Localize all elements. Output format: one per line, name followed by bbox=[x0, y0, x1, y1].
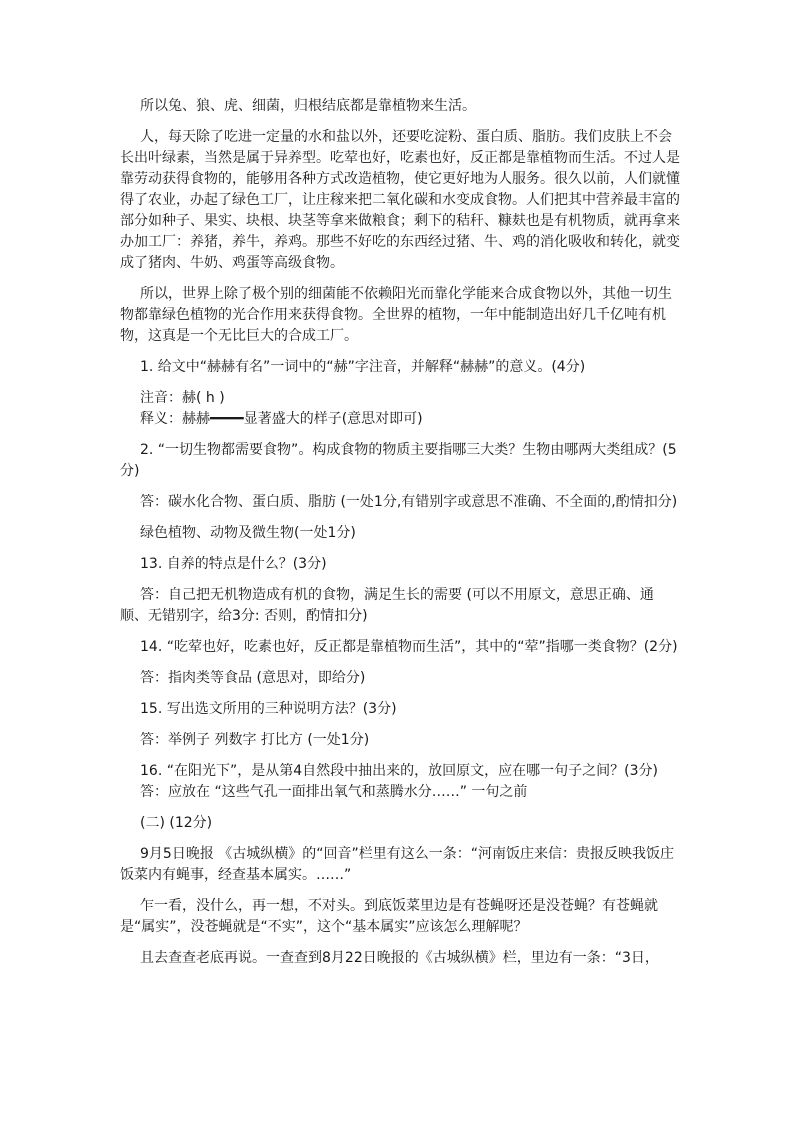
question-2-answer: 答：碳水化合物、蛋白质、脂肪 (一处1分,有错别字或意思不准确、不全面的,酌情扣分) bbox=[140, 494, 678, 510]
document-body bbox=[120, 96, 680, 979]
section-2-paragraph-3: 且去查查老底再说。一查查到8月22日晚报的《古城纵横》栏，里边有一条：“3日， bbox=[140, 950, 659, 966]
question-16-block bbox=[120, 761, 680, 803]
question-15-answer: 答：举例子 列数字 打比方 (一处1分) bbox=[140, 732, 370, 748]
section-2-heading: (二) (12分) bbox=[140, 815, 213, 831]
question-14-answer: 答：指肉类等食品 (意思对，即给分) bbox=[140, 670, 366, 686]
paragraph-3: 所以，世界上除了极个别的细菌能不依赖阳光而靠化学能来合成食物以外，其他一切生物都靠绿色植物的光合作用来获得食物。全世界的植物，一年中能制造出好几千亿吨有机物，这真是一个无比巨大的合成工厂。 bbox=[120, 286, 672, 344]
question-15: 15. 写出选文所用的三种说明方法？(3分) bbox=[140, 701, 397, 717]
question-1: 1. 给文中“赫赫有名”一词中的“赫”字注音，并解释“赫赫”的意义。(4分) bbox=[140, 359, 586, 375]
section-2-paragraph-1: 9月5日晚报 《古城纵横》的“回音”栏里有这么一条：“河南饭庄来信：贵报反映我饭庄饭菜内有蝇事，经查基本属实。……” bbox=[120, 846, 675, 883]
question-14: 14. “吃荤也好，吃素也好，反正都是靠植物而生活”，其中的“荤”指哪一类食物？(2分) bbox=[140, 639, 678, 655]
question-13: 13. 自养的特点是什么？(3分) bbox=[140, 556, 327, 572]
question-2: 2. “一切生物都需要食物”。构成食物的物质主要指哪三大类？生物由哪两大类组成？(5分) bbox=[120, 442, 677, 479]
question-16: 16. “在阳光下”，是从第4自然段中抽出来的，放回原文，应在哪一句子之间？(3分) bbox=[140, 763, 658, 779]
question-16-answer: 答：应放在 “这些气孔一面排出氧气和蒸腾水分……” 一句之前 bbox=[140, 784, 528, 800]
answer-pinyin: 注音：赫( h ) bbox=[140, 390, 225, 406]
paragraph-1: 所以兔、狼、虎、细菌，归根结底都是靠植物来生活。 bbox=[140, 98, 476, 114]
answer-meaning: 释义：赫赫━━━━显著盛大的样子(意思对即可) bbox=[140, 411, 423, 427]
section-2-paragraph-2: 乍一看，没什么，再一想，不对头。到底饭菜里边是有苍蝇呀还是没苍蝇？有苍蝇就是“属实”，没苍蝇就是“不实”，这个“基本属实”应该怎么理解呢？ bbox=[120, 898, 658, 935]
question-13-answer: 答：自己把无机物造成有机的食物，满足生长的需要 (可以不用原文，意思正确、通顺、无错别字，给3分: 否则，酌情扣分) bbox=[120, 587, 654, 624]
question-2-answer-2: 绿色植物、动物及微生物(一处1分) bbox=[140, 525, 356, 541]
question-1-answer bbox=[120, 388, 680, 430]
paragraph-2: 人，每天除了吃进一定量的水和盐以外，还要吃淀粉、蛋白质、脂肪。我们皮肤上不会长出叶绿素，当然是属于异养型。吃荤也好，吃素也好，反正都是靠植物而生活。不过人是靠劳动获得食物的，能够用各种方式改造植物，使它更好地为人服务。很久以前，人们就懂得了农业，办起了绿色工厂，让庄稼来把二氧化碳和水变成食物。人们把其中营养最丰富的部分如种子、果实、块根、块茎等拿来做粮食；剩下的秸秆、糠麸也是有机物质，就再拿来办加工厂：养猪，养牛，养鸡。那些不好吃的东西经过猪、牛、鸡的消化吸收和转化，就变成了猪肉、牛奶、鸡蛋等高级食物。 bbox=[120, 129, 680, 271]
